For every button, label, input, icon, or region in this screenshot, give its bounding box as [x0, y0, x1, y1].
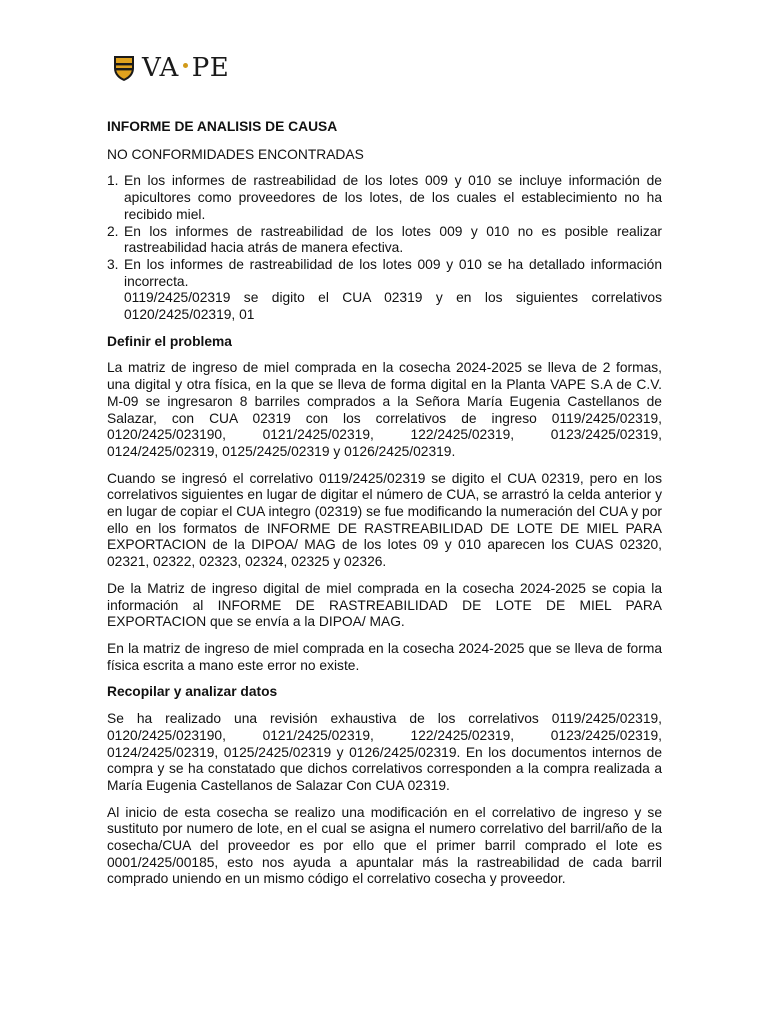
- item-text: En los informes de rastreabilidad de los lotes 009 y 010 se incluye información de apicultores como proveedores de los lotes, de los cuales el establecimiento no ha recibido miel.: [124, 173, 662, 222]
- item-number: 1.: [107, 173, 119, 189]
- paragraph: En la matriz de ingreso de miel comprada en la cosecha 2024-2025 que se lleva de forma física escrita a mano este error no existe.: [107, 640, 662, 673]
- logo-text-left: VA: [142, 53, 179, 83]
- paragraph: Al inicio de esta cosecha se realizo una modificación en el correlativo de ingreso y se sustituto por numero de lote, en el cual se asigna el numero correlativo del barril/año de la cosecha/CUA del proveedor es por ello que el primer barril comprado el lote es 0001/2425/00185, esto nos ayuda a apuntalar más la rastreabilidad de cada barril comprado uniendo en un mismo código el correlativo cosecha y proveedor.: [107, 804, 662, 887]
- logo-dot: [183, 63, 188, 68]
- item-text: En los informes de rastreabilidad de los lotes 009 y 010 se ha detallado información incorrecta.: [124, 256, 662, 289]
- item-number: 2.: [107, 223, 119, 239]
- shield-icon: [112, 54, 136, 82]
- paragraph: Cuando se ingresó el correlativo 0119/2425/02319 se digito el CUA 02319, pero en los correlativos siguientes en lugar de digitar el número de CUA, se arrastró la celda anterior y en lugar de copiar el CUA integro (02319) se fue modificando la numeración del CUA y por ello en los formatos de INFORME DE RASTREABILIDAD DE LOTE DE MIEL PARA EXPORTACION de la DIPOA/ MAG de los lotes 09 y 010 aparecen los CUAS 02320, 02321, 02322, 02323, 02324, 02325 y 02326.: [107, 470, 662, 570]
- document-body: [107, 119, 662, 898]
- nonconformity-item: [107, 224, 662, 257]
- paragraph: De la Matriz de ingreso digital de miel comprada en la cosecha 2024-2025 se copia la información al INFORME DE RASTREABILIDAD DE LOTE DE MIEL PARA EXPORTACION que se envía a la DIPOA/ MAG.: [107, 580, 662, 630]
- document-subtitle: NO CONFORMIDADES ENCONTRADAS: [107, 146, 364, 162]
- section-heading-define: Definir el problema: [107, 333, 232, 349]
- company-logo: [112, 53, 229, 83]
- paragraph: La matriz de ingreso de miel comprada en la cosecha 2024-2025 se lleva de 2 formas, una digital y otra física, en la que se lleva de forma digital en la Planta VAPE S.A de C.V. M-09 se ingresaron 8 barriles comprados a la Señora María Eugenia Castellanos de Salazar, con CUA 02319 con los correlativos de ingreso 0119/2425/02319, 0120/2425/023190, 0121/2425/02319, 122/2425/02319, 0123/2425/02319, 0124/2425/02319, 0125/2425/02319 y 0126/2425/02319.: [107, 360, 662, 459]
- paragraph: Se ha realizado una revisión exhaustiva de los correlativos 0119/2425/02319, 0120/2425/023190, 0121/2425/02319, 122/2425/02319, 0123/2425/02319, 0124/2425/02319, 0125/2425/02319 y 0126/2425/02319. En los documentos internos de compra y se ha constatado que dichos correlativos corresponden a la compra realizada a María Eugenia Castellanos de Salazar Con CUA 02319.: [107, 711, 662, 793]
- item-extra-text: 0119/2425/02319 se digito el CUA 02319 y en los siguientes correlativos 0120/2425/02319, 01: [124, 290, 662, 323]
- item-text: En los informes de rastreabilidad de los lotes 009 y 010 no es posible realizar rastreabilidad hacia atrás de manera efectiva.: [124, 223, 662, 256]
- document-title: INFORME DE ANALISIS DE CAUSA: [107, 119, 338, 134]
- nonconformity-item: [107, 173, 662, 223]
- item-number: 3.: [107, 256, 119, 272]
- section-heading-collect: Recopilar y analizar datos: [107, 684, 278, 700]
- nonconformity-list: [107, 173, 662, 323]
- logo-text-right: PE: [191, 53, 230, 83]
- logo-wordmark: [142, 53, 229, 83]
- nonconformity-item: [107, 257, 662, 324]
